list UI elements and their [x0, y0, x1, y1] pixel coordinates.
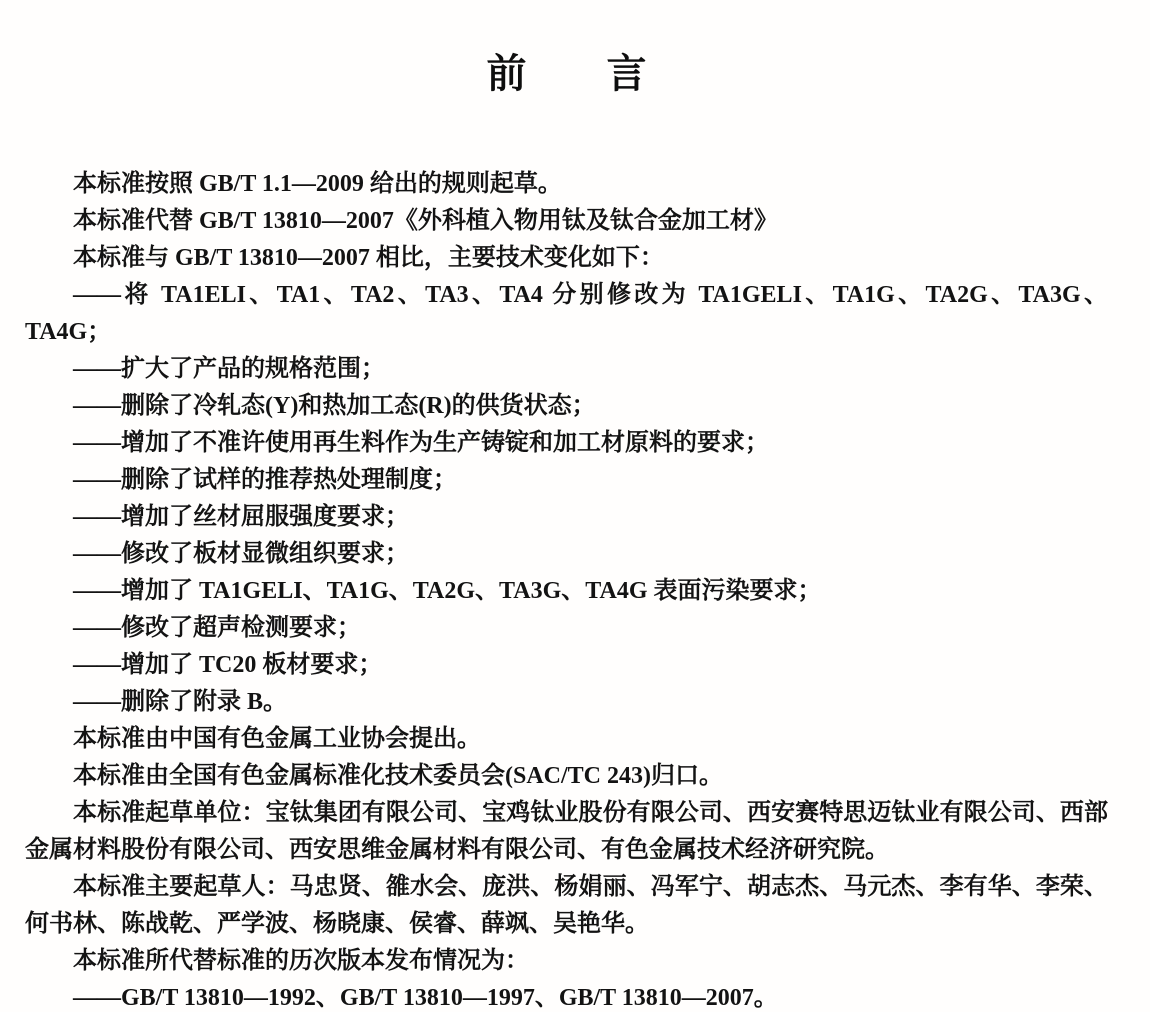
foreword-paragraph-centralized-by: 本标准由全国有色金属标准化技术委员会(SAC/TC 243)归口。: [73, 763, 724, 789]
change-item-tc20-plate: ——增加了 TC20 板材要求；: [73, 652, 383, 678]
foreword-paragraph-changes-intro: 本标准与 GB/T 13810—2007 相比，主要技术变化如下：: [73, 245, 664, 271]
change-item-grade-renaming: ——将 TA1ELI、TA1、TA2、TA3、TA4 分别修改为 TA1GELI、TA1G、TA2G、TA3G、TA4G；: [25, 282, 1108, 345]
foreword-paragraph-drafting-organizations: 本标准起草单位：宝钛集团有限公司、宝鸡钛业股份有限公司、西安赛特思迈钛业有限公司、西部金属材料股份有限公司、西安思维金属材料有限公司、有色金属技术经济研究院。: [25, 800, 1108, 863]
foreword-paragraph-drafting-rule: 本标准按照 GB/T 1.1—2009 给出的规则起草。: [73, 171, 562, 197]
change-item-annex-b: ——删除了附录 B。: [73, 689, 288, 715]
foreword-paragraph-proposed-by: 本标准由中国有色金属工业协会提出。: [73, 726, 481, 752]
change-item-delivery-states: ——删除了冷轧态(Y)和热加工态(R)的供货状态；: [73, 393, 596, 419]
change-item-heat-treatment: ——删除了试样的推荐热处理制度；: [73, 467, 457, 493]
change-item-ultrasonic-testing: ——修改了超声检测要求；: [73, 615, 361, 641]
change-item-wire-yield-strength: ——增加了丝材屈服强度要求；: [73, 504, 409, 530]
change-item-recycled-material: ——增加了不准许使用再生料作为生产铸锭和加工材原料的要求；: [73, 430, 769, 456]
foreword-paragraph-drafters: 本标准主要起草人：马忠贤、雒水会、庞洪、杨娟丽、冯军宁、胡志杰、马元杰、李有华、李荣、何书林、陈战乾、严学波、杨晓康、侯睿、薛飒、吴艳华。: [25, 874, 1108, 937]
page-title: 前 言: [486, 52, 647, 96]
previous-editions-list: ——GB/T 13810—1992、GB/T 13810—1997、GB/T 13810—2007。: [73, 985, 778, 1011]
change-item-spec-range: ——扩大了产品的规格范围；: [73, 356, 385, 382]
foreword-paragraph-previous-editions-intro: 本标准所代替标准的历次版本发布情况为：: [73, 948, 529, 974]
change-item-surface-contamination: ——增加了 TA1GELI、TA1G、TA2G、TA3G、TA4G 表面污染要求；: [73, 578, 822, 604]
foreword-body: [25, 166, 1108, 1017]
change-item-plate-microstructure: ——修改了板材显微组织要求；: [73, 541, 409, 567]
foreword-paragraph-replaces: 本标准代替 GB/T 13810—2007《外科植入物用钛及钛合金加工材》: [73, 208, 778, 234]
